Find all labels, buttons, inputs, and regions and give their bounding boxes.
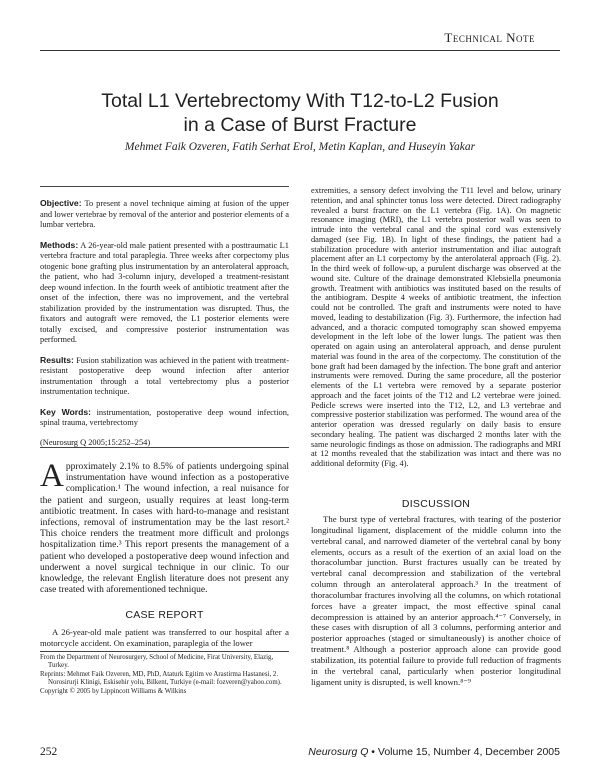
keywords-label: Key Words: bbox=[40, 406, 92, 417]
title-line-2: in a Case of Burst Fracture bbox=[183, 114, 417, 136]
keywords-text: instrumentation, postoperative deep wound infection, spinal trauma, vertebrectomy bbox=[40, 407, 290, 427]
methods-label: Methods: bbox=[40, 239, 79, 250]
intro-text: pproximately 2.1% to 8.5% of patients undergoing spinal instrumentation have wound infection as a postoperative complication.¹ The wound infection, a real nuisance for the patient and surgeon, usually requires at least long-term antibiotic treatment. In cases with hard-to-manage and resistant infections, removal of instrumentation may be the last resort.² This choice renders the treatment more difficult and prolongs hospitalization time.³ This report presents the management of a patient who developed a postoperative deep wound infection and underwent a novel surgical technique in our clinic. To our knowledge, the relevant English literature does not present any case treated with aforementioned technique. bbox=[40, 462, 289, 596]
journal-volume: • Volume 15, Number 4, December 2005 bbox=[371, 746, 560, 758]
methods-text: A 26-year-old male patient presented with a posttraumatic L1 vertebra fracture and total paraplegia. Three weeks after corpectomy plus otogenic bone grafting plus instrumentation by an anterolateral approach, the patient, who had 3-column injury, developed a treatment-resistant deep wound infection. In the fourth week of antibiotic treatment after the onset of the infection, there was no improvement, and the vertebral stabilization provided by the instrumentation was disrupted. Thus, the fixators and autograft were removed, the L1 posterior elements were totally excised, and compressive posterior instrumentation was performed. bbox=[40, 240, 289, 344]
author-list: Mehmet Faik Ozveren, Fatih Serhat Erol, Metin Kaplan, and Huseyin Yakar bbox=[124, 141, 476, 153]
footnotes bbox=[40, 654, 289, 696]
introduction-paragraph bbox=[40, 458, 289, 596]
discussion-heading: DISCUSSION bbox=[401, 498, 471, 510]
footnote-copyright: Copyright © 2005 by Lippincott Williams & Wilkins bbox=[40, 687, 187, 695]
discussion-text: The burst type of vertebral fractures, with tearing of the posterior longitudinal ligament, displacement of the middle column into the vertebral canal, and narrowed diameter of the vertebral canal by bony elements, occurs as a result of the exertion of an axial load on the thoracolumbar junction. Burst fractures usually can be treated by vertebral canal decompression and stabilization of the vertebral column through an anterolateral approach.³ In the treatment of thoracolumbar fractures involving all the columns, on which rotational forces have a greater impact, the most effective spinal canal decompression is attained by an anterior approach.⁴⁻⁷ Conversely, in these cases with disruption of all 3 columns, performing anterior and posterior approaches (staged or simultaneously) is another choice of treatment.⁸ Although a posterior approach alone can provide good stabilization, its potential failure to provide full reduction of fragments in the vertebral canal, particularly when posterior longitudinal ligament unity is disrupted, is well known.⁸⁻⁹ bbox=[311, 514, 561, 687]
case-report-text: A 26-year-old male patient was transferred to our hospital after a motorcycle accident. On examination, paraplegia of the lower bbox=[40, 627, 289, 648]
results-text: Fusion stabilization was achieved in the patient with treatment-resistant postoperative deep wound infection after anterior instrumentation through a total vertebrectomy plus a posterior instrumentation technique. bbox=[40, 355, 289, 396]
abstract-citation: (Neurosurg Q 2005;15:252–254) bbox=[40, 437, 151, 447]
journal-info bbox=[308, 746, 560, 758]
section-label: Technical Note bbox=[444, 30, 535, 45]
article-title bbox=[40, 89, 560, 137]
footnote-reprints: Reprints: Mehmet Faik Ozveren, MD, PhD, Ataturk Egitim ve Arastirma Hastanesi, 2. Norosirurji Klinigi, Eskisehir yolu, Bilkent, Turkiye (e-mail: fozveren@yahoo.com). bbox=[40, 670, 282, 687]
abstract-methods bbox=[40, 240, 289, 346]
journal-name: Neurosurg Q bbox=[308, 746, 369, 758]
abstract-keywords bbox=[40, 407, 289, 429]
abstract-results bbox=[40, 355, 289, 398]
header-rule bbox=[40, 50, 560, 51]
objective-text: To present a novel technique aiming at fusion of the upper and lower vertebrae by removal of the anterior and posterior elements of a lumbar vertebra. bbox=[40, 199, 289, 229]
abstract-box bbox=[40, 186, 289, 448]
objective-label: Objective: bbox=[40, 198, 82, 208]
case-report-continued: extremities, a sensory defect involving the T11 level and below, urinary retention, and anal sphincter tonus loss were detected. Direct radiography revealed a burst fracture on the L1 vertebra (Fig. 1A). On magnetic resonance imaging (MRI), the L1 vertebra posterior wall was seen to intrude into the vertebral canal and the spinal cord was extensively damaged (see Fig. 1B). In light of these findings, the patient had a stabilization procedure with anterior instrumentation and iliac autograft placement after an L1 corpectomy by the anterolateral approach (Fig. 2). In the third week of follow-up, a purulent discharge was observed at the wound site. Culture of the drainage demonstrated Klebsiella pneumonia growth. Treatment with antibiotics was instituted based on the results of the antibiogram. Despite 4 weeks of antibiotic treatment, the infection could not be controlled. The graft and instruments were noted to have moved, leading to destabilization (Fig. 3). Furthermore, the infection had advanced, and a thoracic computed tomography scan showed empyema development in the left lobe of the lower lungs. The patient was then operated on again using an anterolateral approach, and dense purulent material was found in the area of the corpectomy. The constitution of the bone graft had been damaged by the infection. The bone graft and anterior instruments were removed. During the same procedure, all the posterior elements of the L1 vertebra were removed by a separate posterior approach and the facet joints of the T12 and L2 vertebrae were joined. Pedicle screws were inserted into the T12, L2, and L3 vertebrae and compressive posterior stabilization was performed. The wound area of the anterior operation was dressed regularly on daily basis to ensure secondary healing. The patient was discharged 2 months later with the same neurologic findings as those on admission. The radiographs and MRI at 12 months revealed that the stabilization was intact and there was no additional deformity (Fig. 4). bbox=[311, 186, 561, 468]
page-number: 252 bbox=[40, 746, 58, 758]
footnote-affiliation: From the Department of Neurosurgery, School of Medicine, Firat University, Elazig, Turkey. bbox=[40, 654, 274, 670]
results-label: Results: bbox=[40, 354, 74, 365]
abstract-objective bbox=[40, 198, 289, 231]
footnote-rule bbox=[40, 651, 289, 652]
title-line-1: Total L1 Vertebrectomy With T12-to-L2 Fusion bbox=[101, 90, 499, 112]
drop-cap: A bbox=[40, 458, 64, 494]
case-report-heading: CASE REPORT bbox=[125, 609, 204, 621]
